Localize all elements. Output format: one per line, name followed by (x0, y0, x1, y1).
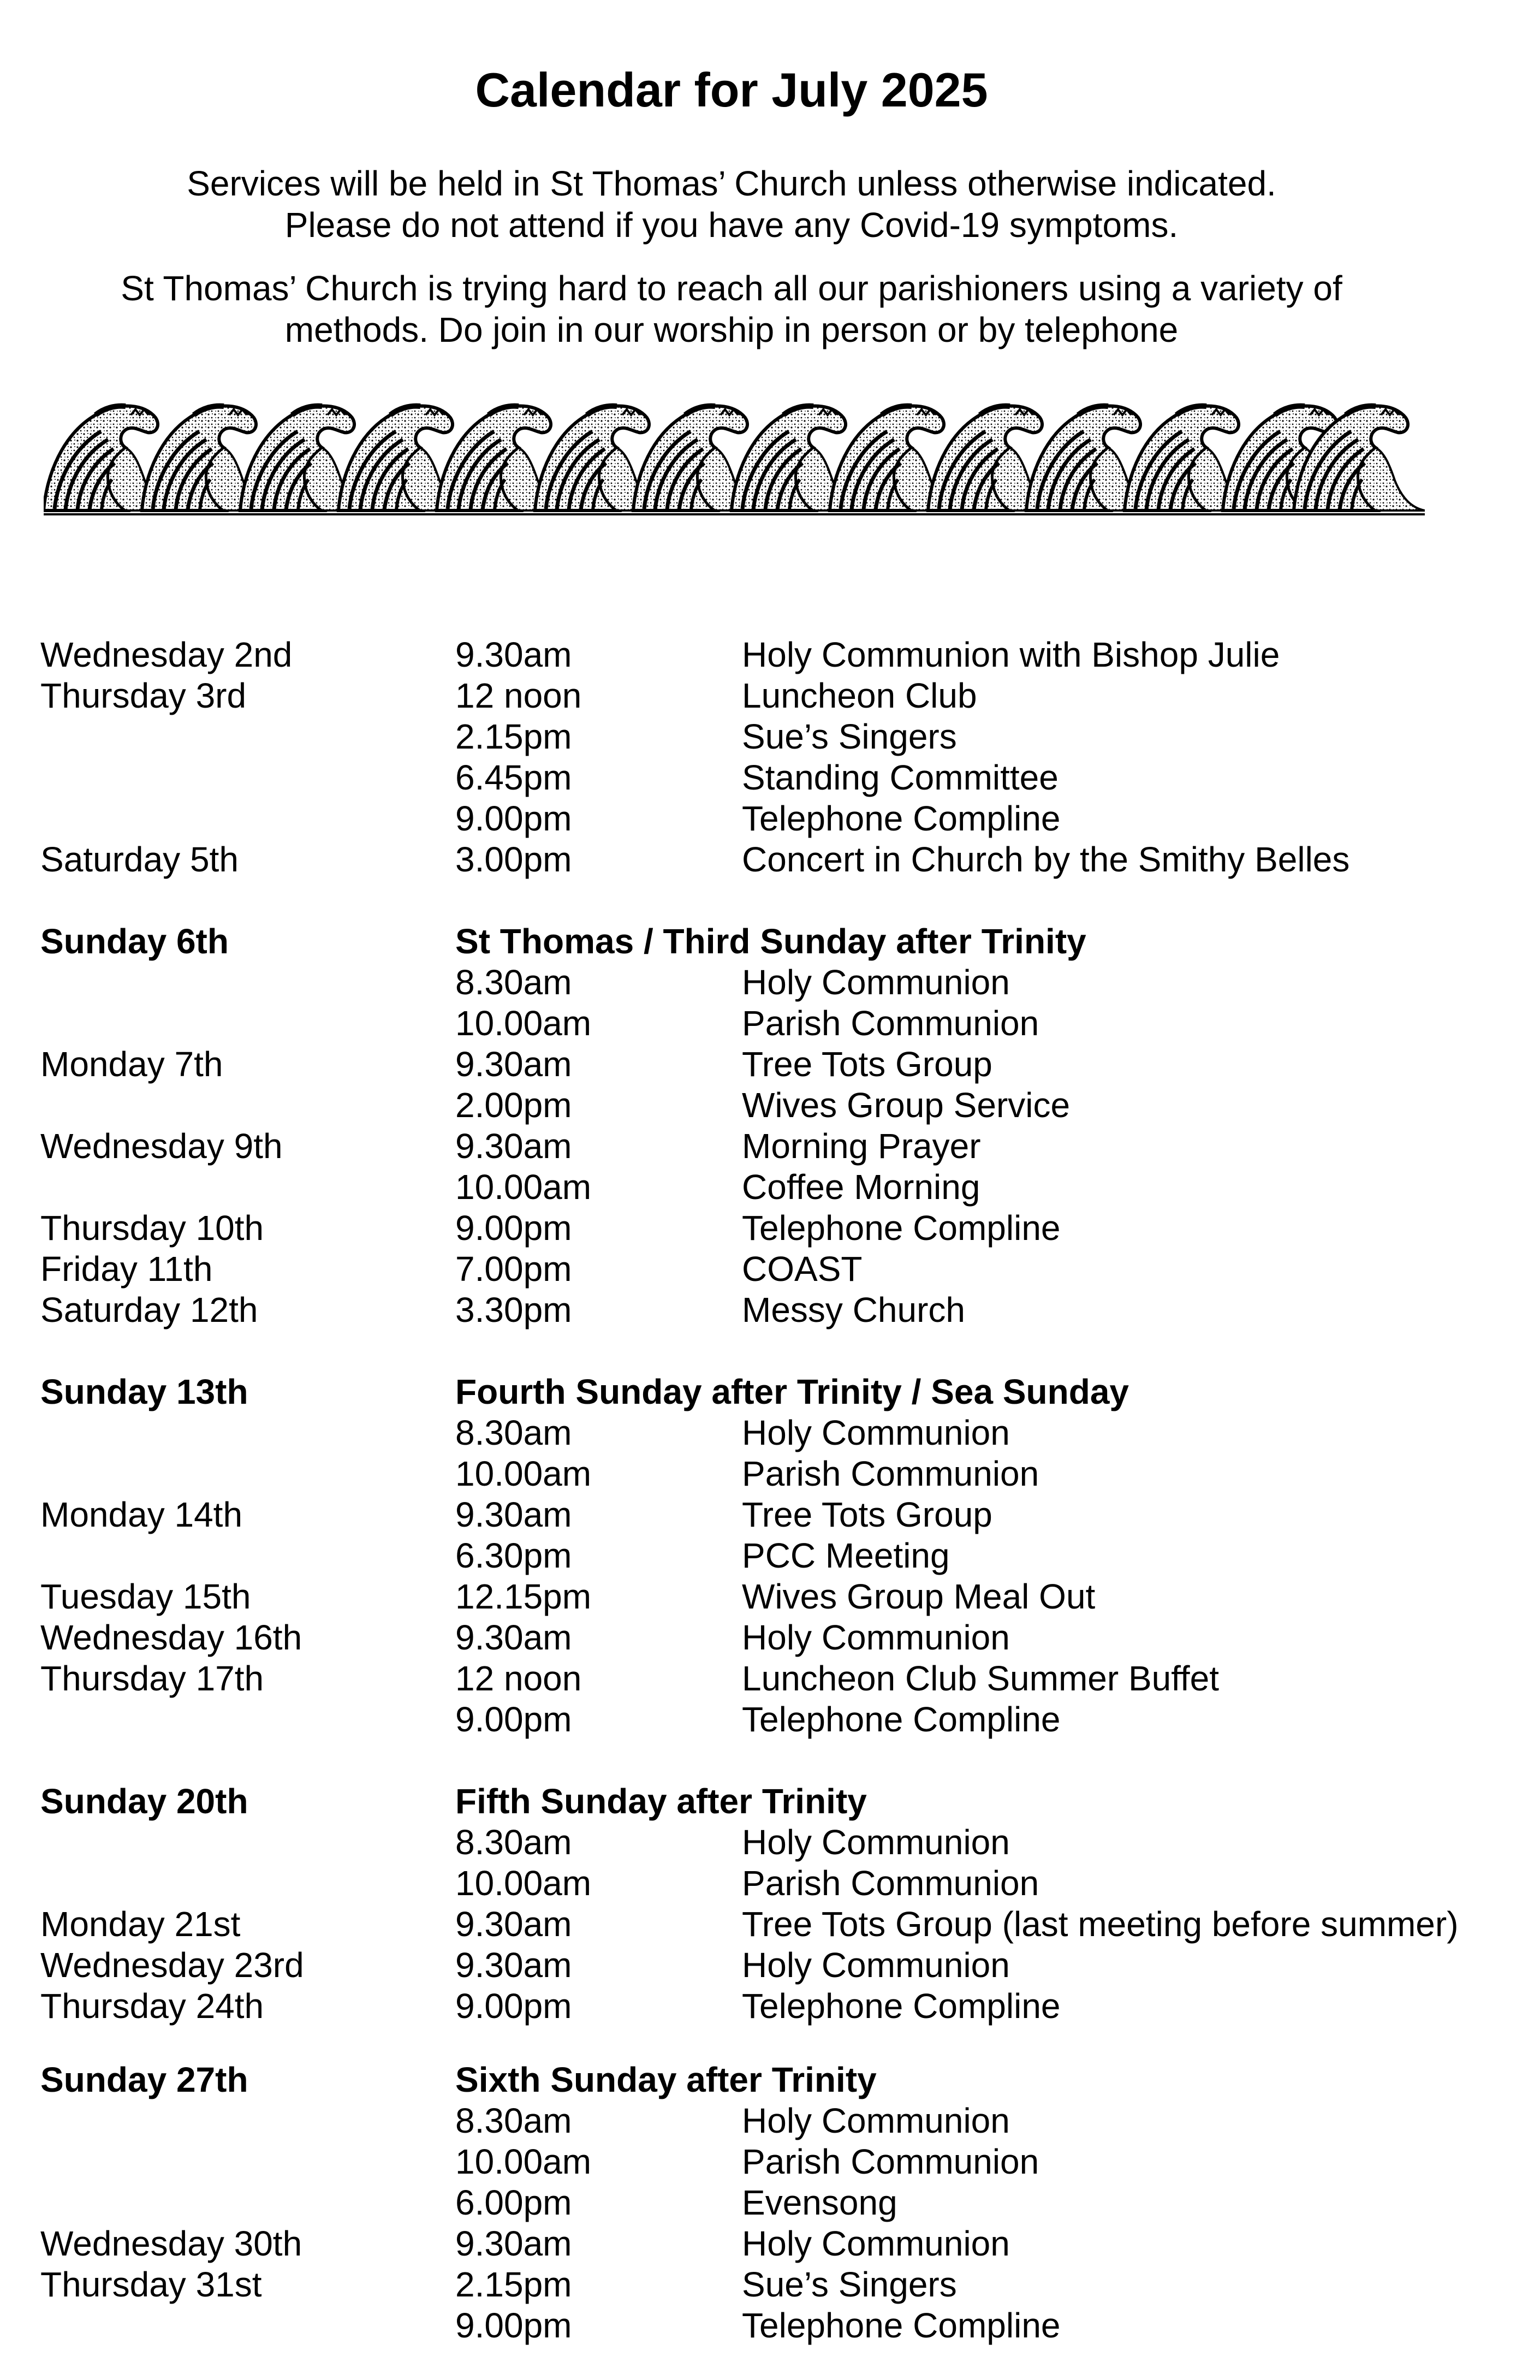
schedule-day: Tuesday 15th (40, 1577, 251, 1616)
schedule-day: Thursday 24th (40, 1986, 264, 2026)
schedule-row (40, 1822, 1536, 1863)
schedule-event: Coffee Morning (742, 1167, 980, 1207)
schedule-time: 9.00pm (455, 2306, 572, 2345)
schedule-time: 9.00pm (455, 1208, 572, 1248)
schedule-event: COAST (742, 1249, 863, 1289)
schedule-event: Luncheon Club (742, 676, 977, 715)
schedule-time: 12.15pm (455, 1577, 592, 1616)
sunday-heading-row (40, 2059, 1536, 2100)
schedule-day: Wednesday 9th (40, 1126, 283, 1166)
schedule-day: Monday 14th (40, 1495, 243, 1534)
intro-outreach (0, 268, 1463, 351)
schedule-time: 8.30am (455, 963, 572, 1002)
schedule-event: Tree Tots Group (last meeting before summer) (742, 1904, 1459, 1944)
schedule-event: Parish Communion (742, 2142, 1039, 2181)
schedule-row (40, 798, 1536, 839)
schedule-time: 9.30am (455, 1126, 572, 1166)
schedule-event: PCC Meeting (742, 1536, 950, 1575)
intro-line-3: St Thomas’ Church is trying hard to reach all our parishioners using a variety of (121, 269, 1342, 308)
schedule-row (40, 2100, 1536, 2141)
schedule-time: 6.45pm (455, 758, 572, 797)
sunday-title: Fourth Sunday after Trinity / Sea Sunday (455, 1372, 1129, 1411)
schedule-event: Holy Communion (742, 963, 1010, 1002)
schedule-day: Wednesday 16th (40, 1618, 302, 1657)
schedule-time: 8.30am (455, 2101, 572, 2140)
schedule-row (40, 1412, 1536, 1453)
schedule-time: 10.00am (455, 1454, 592, 1493)
sunday-title: Sixth Sunday after Trinity (455, 2060, 877, 2099)
schedule-event: Luncheon Club Summer Buffet (742, 1659, 1219, 1698)
schedule-time: 9.00pm (455, 1700, 572, 1739)
schedule-time: 9.30am (455, 1495, 572, 1534)
schedule-event: Holy Communion (742, 1945, 1010, 1985)
schedule-event: Evensong (742, 2183, 897, 2222)
schedule-event: Standing Committee (742, 758, 1059, 797)
schedule-time: 10.00am (455, 1863, 592, 1903)
schedule-time: 9.30am (455, 2224, 572, 2263)
schedule-event: Telephone Compline (742, 1700, 1061, 1739)
schedule-row (40, 1617, 1536, 1658)
schedule-time: 3.30pm (455, 1290, 572, 1330)
schedule-event: Concert in Church by the Smithy Belles (742, 840, 1350, 879)
sunday-heading-row (40, 1781, 1536, 1822)
schedule-event: Wives Group Service (742, 1085, 1071, 1125)
schedule-event: Telephone Compline (742, 1208, 1061, 1248)
schedule-event: Holy Communion with Bishop Julie (742, 635, 1280, 674)
schedule-event: Morning Prayer (742, 1126, 981, 1166)
page-title: Calendar for July 2025 (475, 63, 988, 117)
schedule-row (40, 2305, 1536, 2346)
schedule-row (40, 1453, 1536, 1494)
schedule-day: Sunday 20th (40, 1782, 248, 1821)
schedule-day: Monday 7th (40, 1044, 223, 1084)
schedule-time: 8.30am (455, 1413, 572, 1452)
schedule-time: 3.00pm (455, 840, 572, 879)
schedule-row (40, 1576, 1536, 1617)
schedule-time: 6.30pm (455, 1536, 572, 1575)
sunday-title: St Thomas / Third Sunday after Trinity (455, 922, 1086, 961)
calendar-schedule (40, 634, 1536, 2346)
schedule-row (40, 1699, 1536, 1740)
schedule-event: Parish Communion (742, 1863, 1039, 1903)
schedule-event: Holy Communion (742, 1823, 1010, 1862)
schedule-day: Thursday 10th (40, 1208, 264, 1248)
schedule-event: Telephone Compline (742, 2306, 1061, 2345)
schedule-time: 12 noon (455, 1659, 582, 1698)
schedule-event: Telephone Compline (742, 799, 1061, 838)
schedule-day: Wednesday 2nd (40, 635, 293, 674)
schedule-spacer (40, 1740, 1536, 1781)
schedule-row (40, 839, 1536, 880)
schedule-row (40, 2141, 1536, 2182)
schedule-day: Sunday 13th (40, 1372, 248, 1411)
sunday-heading-row (40, 921, 1536, 962)
schedule-time: 9.30am (455, 1044, 572, 1084)
schedule-time: 2.00pm (455, 1085, 572, 1125)
schedule-row (40, 1290, 1536, 1331)
schedule-day: Thursday 3rd (40, 676, 247, 715)
schedule-event: Holy Communion (742, 2101, 1010, 2140)
schedule-event: Tree Tots Group (742, 1495, 992, 1534)
schedule-day: Saturday 5th (40, 840, 239, 879)
schedule-row (40, 675, 1536, 716)
schedule-event: Sue’s Singers (742, 717, 957, 756)
schedule-row (40, 757, 1536, 798)
schedule-row (40, 1863, 1536, 1904)
schedule-day: Monday 21st (40, 1904, 241, 1944)
schedule-event: Tree Tots Group (742, 1044, 992, 1084)
schedule-time: 9.30am (455, 635, 572, 674)
schedule-row (40, 1986, 1536, 2027)
schedule-time: 10.00am (455, 1167, 592, 1207)
schedule-row (40, 1535, 1536, 1576)
schedule-row (40, 1126, 1536, 1167)
schedule-day: Thursday 17th (40, 1659, 264, 1698)
schedule-time: 2.15pm (455, 2265, 572, 2304)
schedule-row (40, 2223, 1536, 2264)
schedule-event: Parish Communion (742, 1004, 1039, 1043)
schedule-time: 9.30am (455, 1945, 572, 1985)
schedule-row (40, 962, 1536, 1003)
schedule-day: Saturday 12th (40, 1290, 258, 1330)
intro-line-4: methods. Do join in our worship in person or by telephone (284, 310, 1179, 349)
sunday-heading-row (40, 1372, 1536, 1412)
schedule-spacer (40, 1331, 1536, 1372)
schedule-event: Holy Communion (742, 2224, 1010, 2263)
schedule-row (40, 1249, 1536, 1290)
schedule-row (40, 1085, 1536, 1126)
schedule-event: Parish Communion (742, 1454, 1039, 1493)
schedule-day: Thursday 31st (40, 2265, 262, 2304)
schedule-spacer (40, 2027, 1536, 2059)
schedule-time: 9.30am (455, 1904, 572, 1944)
schedule-day: Wednesday 30th (40, 2224, 302, 2263)
wave-border-icon (44, 393, 1425, 519)
schedule-row (40, 1208, 1536, 1249)
schedule-row (40, 2264, 1536, 2305)
intro-line-2: Please do not attend if you have any Covid-19 symptoms. (284, 205, 1179, 245)
schedule-event: Wives Group Meal Out (742, 1577, 1096, 1616)
schedule-row (40, 1945, 1536, 1986)
schedule-row (40, 1494, 1536, 1535)
schedule-event: Sue’s Singers (742, 2265, 957, 2304)
schedule-row (40, 1044, 1536, 1085)
schedule-event: Telephone Compline (742, 1986, 1061, 2026)
schedule-row (40, 2182, 1536, 2223)
schedule-event: Holy Communion (742, 1618, 1010, 1657)
schedule-time: 12 noon (455, 676, 582, 715)
schedule-day: Wednesday 23rd (40, 1945, 304, 1985)
schedule-time: 9.00pm (455, 1986, 572, 2026)
schedule-day: Sunday 27th (40, 2060, 248, 2099)
schedule-row (40, 1658, 1536, 1699)
schedule-day: Friday 11th (40, 1249, 213, 1289)
schedule-time: 10.00am (455, 1004, 592, 1043)
schedule-row (40, 1003, 1536, 1044)
schedule-day: Sunday 6th (40, 922, 229, 961)
schedule-row (40, 634, 1536, 675)
schedule-event: Messy Church (742, 1290, 965, 1330)
schedule-row (40, 1904, 1536, 1945)
schedule-spacer (40, 880, 1536, 921)
schedule-row (40, 716, 1536, 757)
schedule-event: Holy Communion (742, 1413, 1010, 1452)
schedule-row (40, 1167, 1536, 1208)
schedule-time: 7.00pm (455, 1249, 572, 1289)
schedule-time: 9.00pm (455, 799, 572, 838)
schedule-time: 9.30am (455, 1618, 572, 1657)
intro-notice (0, 163, 1463, 246)
schedule-time: 6.00pm (455, 2183, 572, 2222)
sunday-title: Fifth Sunday after Trinity (455, 1782, 867, 1821)
schedule-time: 10.00am (455, 2142, 592, 2181)
intro-line-1: Services will be held in St Thomas’ Church unless otherwise indicated. (187, 164, 1276, 203)
schedule-time: 2.15pm (455, 717, 572, 756)
schedule-time: 8.30am (455, 1823, 572, 1862)
